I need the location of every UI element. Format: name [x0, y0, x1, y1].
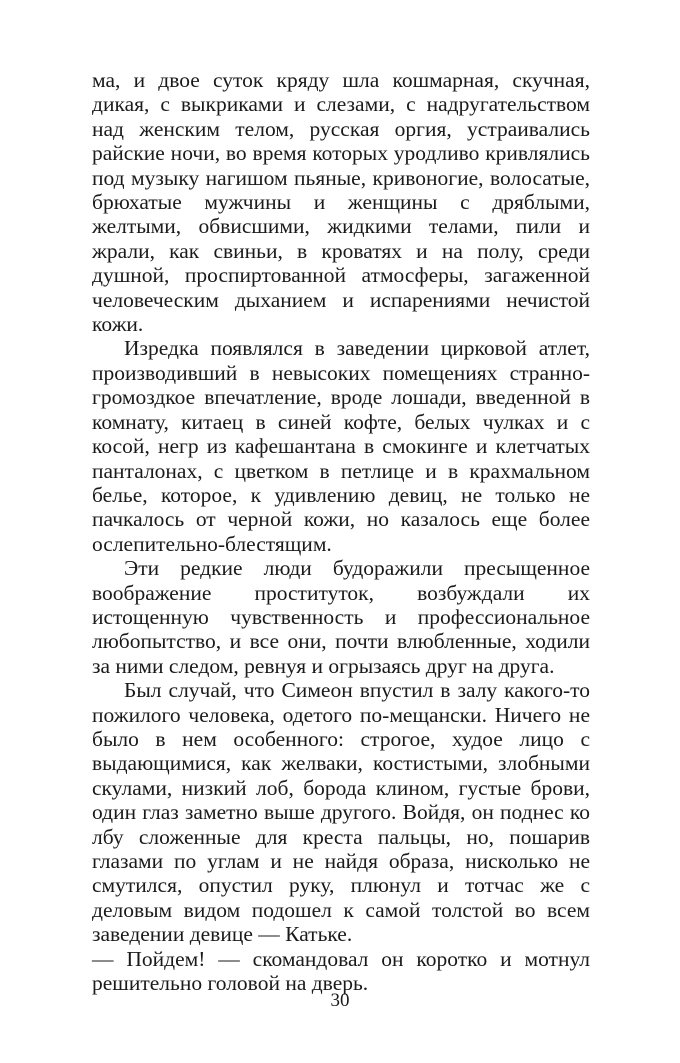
paragraph-5-dialogue: — Пойдем! — скомандовал он коротко и мотнул решительно головой на дверь.: [92, 946, 590, 996]
paragraph-4: Был случай, что Симеон впустил в залу какого-то пожилого человека, одетого по-мещански. Ничего не было в нем особенного: строгое, худое лицо с выдающимися, как желваки, костистыми, злобными скулами, низкий лоб, борода клином, густые брови, один глаз заметно выше другого. Войдя, он поднес ко лбу сложенные для креста пальцы, но, пошарив глазами по углам и не найдя образа, нисколько не смутился, опустил руку, плюнул и тотчас же с деловым видом подошел к самой толстой во всем заведении девице — Катьке.: [92, 678, 590, 947]
paragraph-3: Эти редкие люди будоражили пресыщенное воображение проституток, возбуждали их истощенную чувственность и профессиональное любопытство, и все они, почти влюбленные, ходили за ними следом, ревнуя и огрызаясь друг на друга.: [92, 556, 590, 678]
paragraph-2: Изредка появлялся в заведении цирковой атлет, производивший в невысоких помещениях странно-громоздкое впечатление, вроде лошади, введенной в комнату, китаец в синей кофте, белых чулках и с косой, негр из кафешантана в смокинге и клетчатых панталонах, с цветком в петлице и в крахмальном белье, которое, к удивлению девиц, не только не пачкалось от черной кожи, но казалось еще более ослепительно-блестящим.: [92, 336, 590, 556]
paragraph-1: ма, и двое суток кряду шла кошмарная, скучная, дикая, с выкриками и слезами, с надругательством над женским телом, русская оргия, устраивались райские ночи, во время которых уродливо кривлялись под музыку нагишом пьяные, кривоногие, волосатые, брюхатые мужчины и женщины с дряблыми, желтыми, обвисшими, жидкими телами, пили и жрали, как свиньи, в кроватях и на полу, среди душной, проспиртованной атмосферы, загаженной человеческим дыханием и испарениями нечистой кожи.: [92, 68, 590, 337]
book-page-body: [92, 68, 590, 995]
page-number: 30: [330, 990, 350, 1011]
